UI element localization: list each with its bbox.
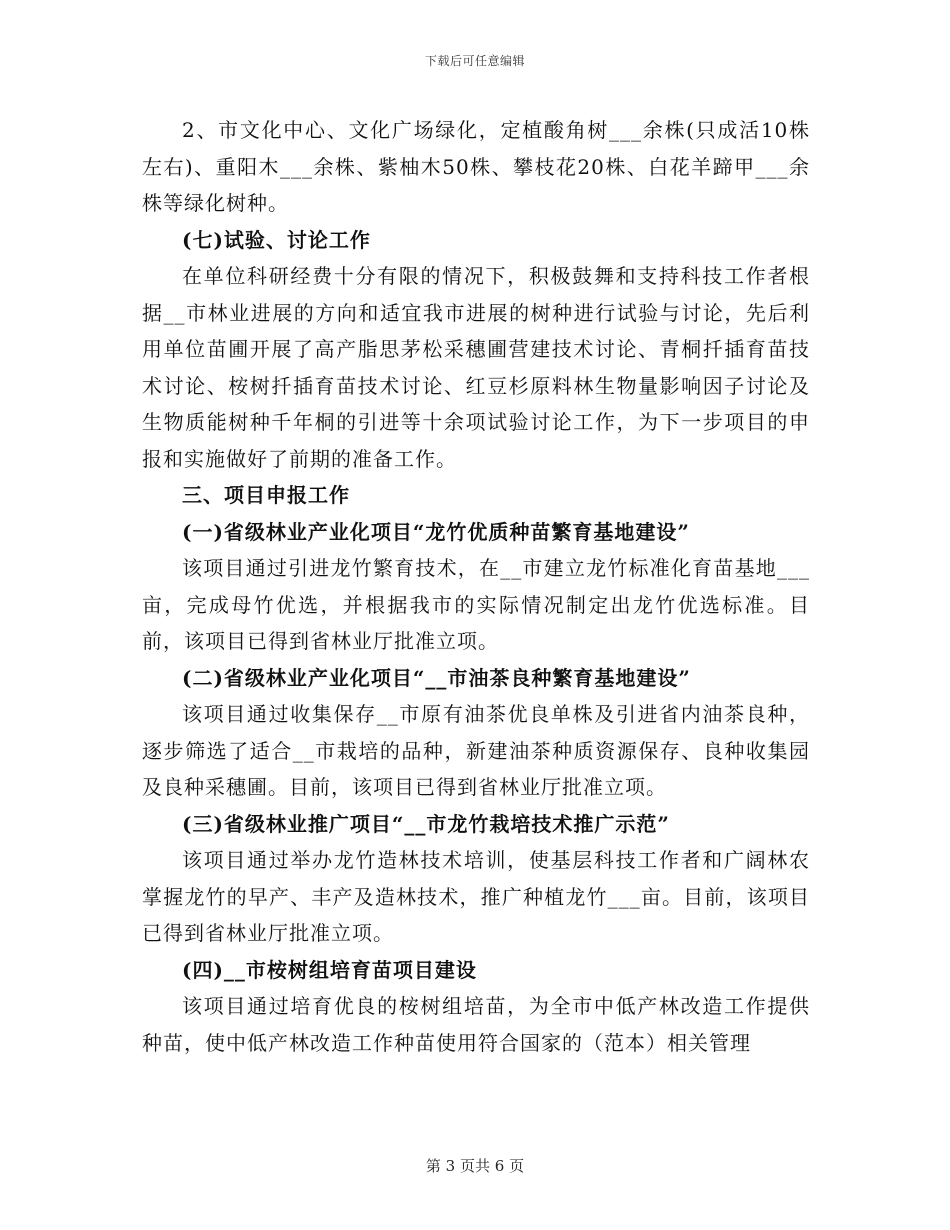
- paragraph-trials: 在单位科研经费十分有限的情况下，积极鼓舞和支持科技工作者根据__市林业进展的方向和适宜我市进展的树种进行试验与讨论，先后利用单位苗圃开展了高产脂思茅松采穗圃营建技术讨论、青桐扦插育苗技术讨论、桉树扦插育苗技术讨论、红豆杉原料林生物量影响因子讨论及生物质能树种千年桐的引进等十余项试验讨论工作，为下一步项目的申报和实施做好了前期的准备工作。: [142, 264, 810, 471]
- page-header: 下载后可任意编辑: [424, 54, 525, 68]
- paragraph-project-2: 该项目通过收集保存__市原有油茶优良单株及引进省内油茶良种，逐步筛选了适合__市栽培的品种，新建油茶种质资源保存、良种收集园及良种采穗圃。目前，该项目已得到省林业厅批准立项。: [142, 702, 810, 799]
- section-heading-project-application: 三、项目申报工作: [182, 483, 350, 507]
- subsection-heading-2: (二)省级林业产业化项目“__市油茶良种繁育基地建设”: [182, 665, 691, 690]
- paragraph-project-3: 该项目通过举办龙竹造林技术培训，使基层科技工作者和广阔林农掌握龙竹的早产、丰产及造林技术，推广种植龙竹___亩。目前，该项目已得到省林业厅批准立项。: [142, 848, 810, 945]
- paragraph-project-4: 该项目通过培育优良的桉树组培苗，为全市中低产林改造工作提供种苗，使中低产林改造工作种苗使用符合国家的（范本）相关管理: [142, 994, 810, 1055]
- subsection-heading-4: (四)__市桉树组培育苗项目建设: [182, 957, 477, 982]
- section-heading-trials: (七)试验、讨论工作: [182, 227, 371, 252]
- page-number-footer: 第 3 页共 6 页: [425, 1157, 525, 1175]
- subsection-heading-3: (三)省级林业推广项目“__市龙竹栽培技术推广示范”: [182, 811, 670, 836]
- paragraph-greening: 2、市文化中心、文化广场绿化，定植酸角树___余株(只成活10株左右)、重阳木___余株、紫柚木50株、攀枝花20株、白花羊蹄甲___余株等绿化树种。: [142, 118, 810, 215]
- subsection-heading-1: (一)省级林业产业化项目“龙竹优质种苗繁育基地建设”: [182, 519, 690, 544]
- paragraph-project-1: 该项目通过引进龙竹繁育技术，在__市建立龙竹标准化育苗基地___亩，完成母竹优选，并根据我市的实际情况制定出龙竹优选标准。目前，该项目已得到省林业厅批准立项。: [142, 556, 810, 653]
- document-body: [142, 112, 810, 1061]
